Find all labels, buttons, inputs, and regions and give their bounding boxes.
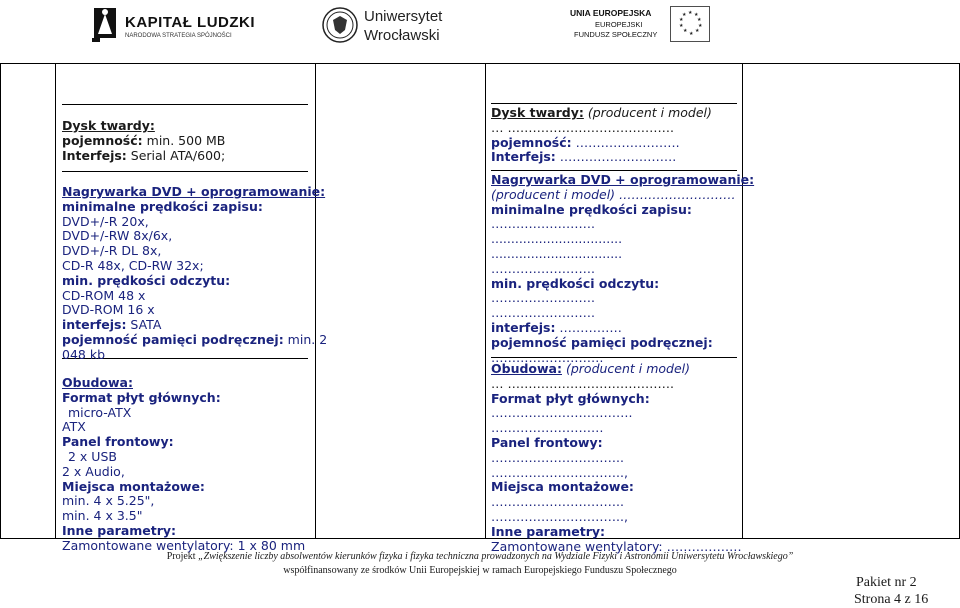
- right-case-front: Panel frontowy:: [491, 434, 603, 450]
- university-eagle-icon: [322, 6, 358, 44]
- left-disk-section: [62, 119, 225, 163]
- left-dvd-rule: [62, 171, 308, 172]
- left-case-b2: min. 4 x 3.5": [62, 508, 143, 524]
- right-case-d1: …………………………….: [491, 405, 633, 421]
- left-dvd-w2: DVD+/-RW 8x/6x,: [62, 228, 173, 244]
- left-disk-interface: Interfejs: Serial ATA/600;: [62, 147, 226, 163]
- left-dvd-w3: DVD+/-R DL 8x,: [62, 243, 162, 259]
- left-disk-title: Dysk twardy:: [62, 118, 155, 133]
- left-dvd-buffer-cont: 048 kb: [62, 346, 106, 362]
- right-case-other: Inne parametry:: [491, 523, 606, 539]
- col-divider-3: [485, 63, 486, 539]
- left-case-section: [62, 376, 305, 554]
- left-disk-capacity: pojemność: min. 500 MB: [62, 132, 226, 148]
- right-case-d4: …………………………..,: [491, 464, 628, 480]
- right-case-title: Obudowa: (producent i model): [491, 361, 691, 376]
- uniwersytet-logo: [322, 6, 472, 46]
- right-case-d5: …………………………..: [491, 494, 624, 510]
- uniwersytet-line1: Uniwersytet: [364, 8, 443, 25]
- right-disk-section: [491, 106, 712, 165]
- right-disk-dots: … ………………………………….: [491, 119, 674, 135]
- right-dvd-d3: .................................: [491, 245, 623, 261]
- right-disk-capacity: pojemność: …………………….: [491, 134, 680, 150]
- eu-line2: EUROPEJSKI: [595, 20, 643, 29]
- right-case-formats: Format płyt głównych:: [491, 390, 650, 406]
- unia-europejska-logo: [570, 6, 720, 46]
- left-dvd-buffer: pojemność pamięci podręcznej: min. 2: [62, 331, 328, 347]
- uniwersytet-line2: Wrocławski: [364, 27, 440, 44]
- right-dvd-d7: ………………………: [491, 349, 604, 365]
- left-case-other: Inne parametry:: [62, 522, 177, 538]
- left-case-f2: ATX: [62, 419, 86, 435]
- svg-text:★: ★: [689, 31, 694, 37]
- left-case-title: Obudowa:: [62, 375, 133, 390]
- right-case-dots: … ………………………………….: [491, 375, 674, 391]
- eu-line1: UNIA EUROPEJSKA: [570, 8, 652, 18]
- right-case-section: [491, 362, 742, 554]
- right-dvd-d2: .................................: [491, 231, 623, 247]
- left-disk-rule: [62, 104, 308, 105]
- right-case-bays: Miejsca montażowe:: [491, 479, 634, 495]
- left-case-p2: 2 x Audio,: [62, 463, 125, 479]
- footer-project-line: Projekt „Zwiększenie liczby absolwentów kierunków fizyka i fizyka techniczna prowadzonych na Wydziale Fizyki i Astronomii Uniwersytetu Wrocławskiego”: [166, 551, 794, 562]
- right-dvd-d4: …………………….: [491, 260, 595, 276]
- left-dvd-minwrite: minimalne prędkości zapisu:: [62, 198, 263, 214]
- left-case-f1: micro-ATX: [68, 404, 132, 420]
- left-dvd-title: Nagrywarka DVD + oprogramowanie:: [62, 184, 326, 199]
- svg-text:★: ★: [698, 23, 703, 29]
- svg-text:★: ★: [697, 17, 702, 23]
- table-top-border: [0, 63, 960, 64]
- left-dvd-minread: min. prędkości odczytu:: [62, 272, 231, 288]
- left-dvd-r2: DVD-ROM 16 x: [62, 302, 155, 318]
- right-dvd-buffer: pojemność pamięci podręcznej:: [491, 334, 713, 350]
- left-dvd-interface: interfejs: SATA: [62, 317, 162, 333]
- kapital-ludzki-logo: [92, 4, 256, 44]
- svg-text:★: ★: [694, 12, 699, 18]
- left-case-p1: 2 x USB: [68, 448, 117, 464]
- right-case-d3: …………………………..: [491, 449, 624, 465]
- right-dvd-producer: (producent i model) ……………………….: [491, 186, 736, 202]
- right-dvd-rule: [491, 170, 737, 171]
- svg-text:★: ★: [679, 17, 684, 23]
- right-case-d6: …………………………..,: [491, 508, 628, 524]
- footer-cofinanced-line: współfinansowany ze środków Unii Europejskiej w ramach Europejskiego Funduszu Społecznego: [283, 565, 677, 576]
- right-case-d2: ………………………: [491, 420, 604, 436]
- svg-text:★: ★: [679, 23, 684, 29]
- left-case-front: Panel frontowy:: [62, 434, 174, 450]
- kapital-ludzki-subtitle: NARODOWA STRATEGIA SPÓJNOŚCI: [125, 33, 232, 39]
- col-divider-1: [55, 63, 56, 539]
- right-dvd-interface: interfejs: ……………: [491, 319, 622, 335]
- table-left-border: [0, 63, 1, 539]
- left-case-b1: min. 4 x 5.25",: [62, 493, 155, 509]
- eu-stars-flag-icon: [670, 6, 710, 42]
- right-dvd-title: Nagrywarka DVD + oprogramowanie:: [491, 172, 755, 187]
- right-dvd-d1: …………………….: [491, 216, 595, 232]
- right-dvd-minread: min. prędkości odczytu:: [491, 275, 660, 291]
- left-dvd-w1: DVD+/-R 20x,: [62, 213, 149, 229]
- svg-text:★: ★: [683, 28, 688, 34]
- kapital-ludzki-title: KAPITAŁ LUDZKI: [125, 14, 256, 31]
- left-dvd-section: [62, 185, 327, 363]
- svg-text:★: ★: [682, 12, 687, 18]
- right-disk-rule: [491, 103, 737, 104]
- left-dvd-w4: CD-R 48x, CD-RW 32x;: [62, 257, 204, 273]
- packet-number: Pakiet nr 2: [856, 575, 917, 590]
- svg-text:★: ★: [695, 28, 700, 34]
- right-disk-title: Dysk twardy: (producent i model): [491, 105, 712, 120]
- right-dvd-d6: …………………….: [491, 305, 595, 321]
- page-number: Strona 4 z 16: [854, 592, 929, 607]
- svg-text:★: ★: [688, 10, 693, 16]
- left-case-bays: Miejsca montażowe:: [62, 478, 205, 494]
- right-dvd-section: [491, 173, 754, 365]
- kapital-ludzki-emblem-icon: [92, 4, 118, 44]
- left-case-fans: Zamontowane wentylatory: 1 x 80 mm: [62, 537, 306, 553]
- left-case-formats: Format płyt głównych:: [62, 389, 221, 405]
- left-dvd-r1: CD-ROM 48 x: [62, 287, 146, 303]
- right-dvd-minwrite: minimalne prędkości zapisu:: [491, 201, 692, 217]
- right-disk-interface: Interfejs: ……………………….: [491, 149, 677, 165]
- eu-line3: FUNDUSZ SPOŁECZNY: [574, 30, 658, 39]
- right-dvd-d5: …………………….: [491, 290, 595, 306]
- right-case-fans: Zamontowane wentylatory: ………………: [491, 538, 742, 554]
